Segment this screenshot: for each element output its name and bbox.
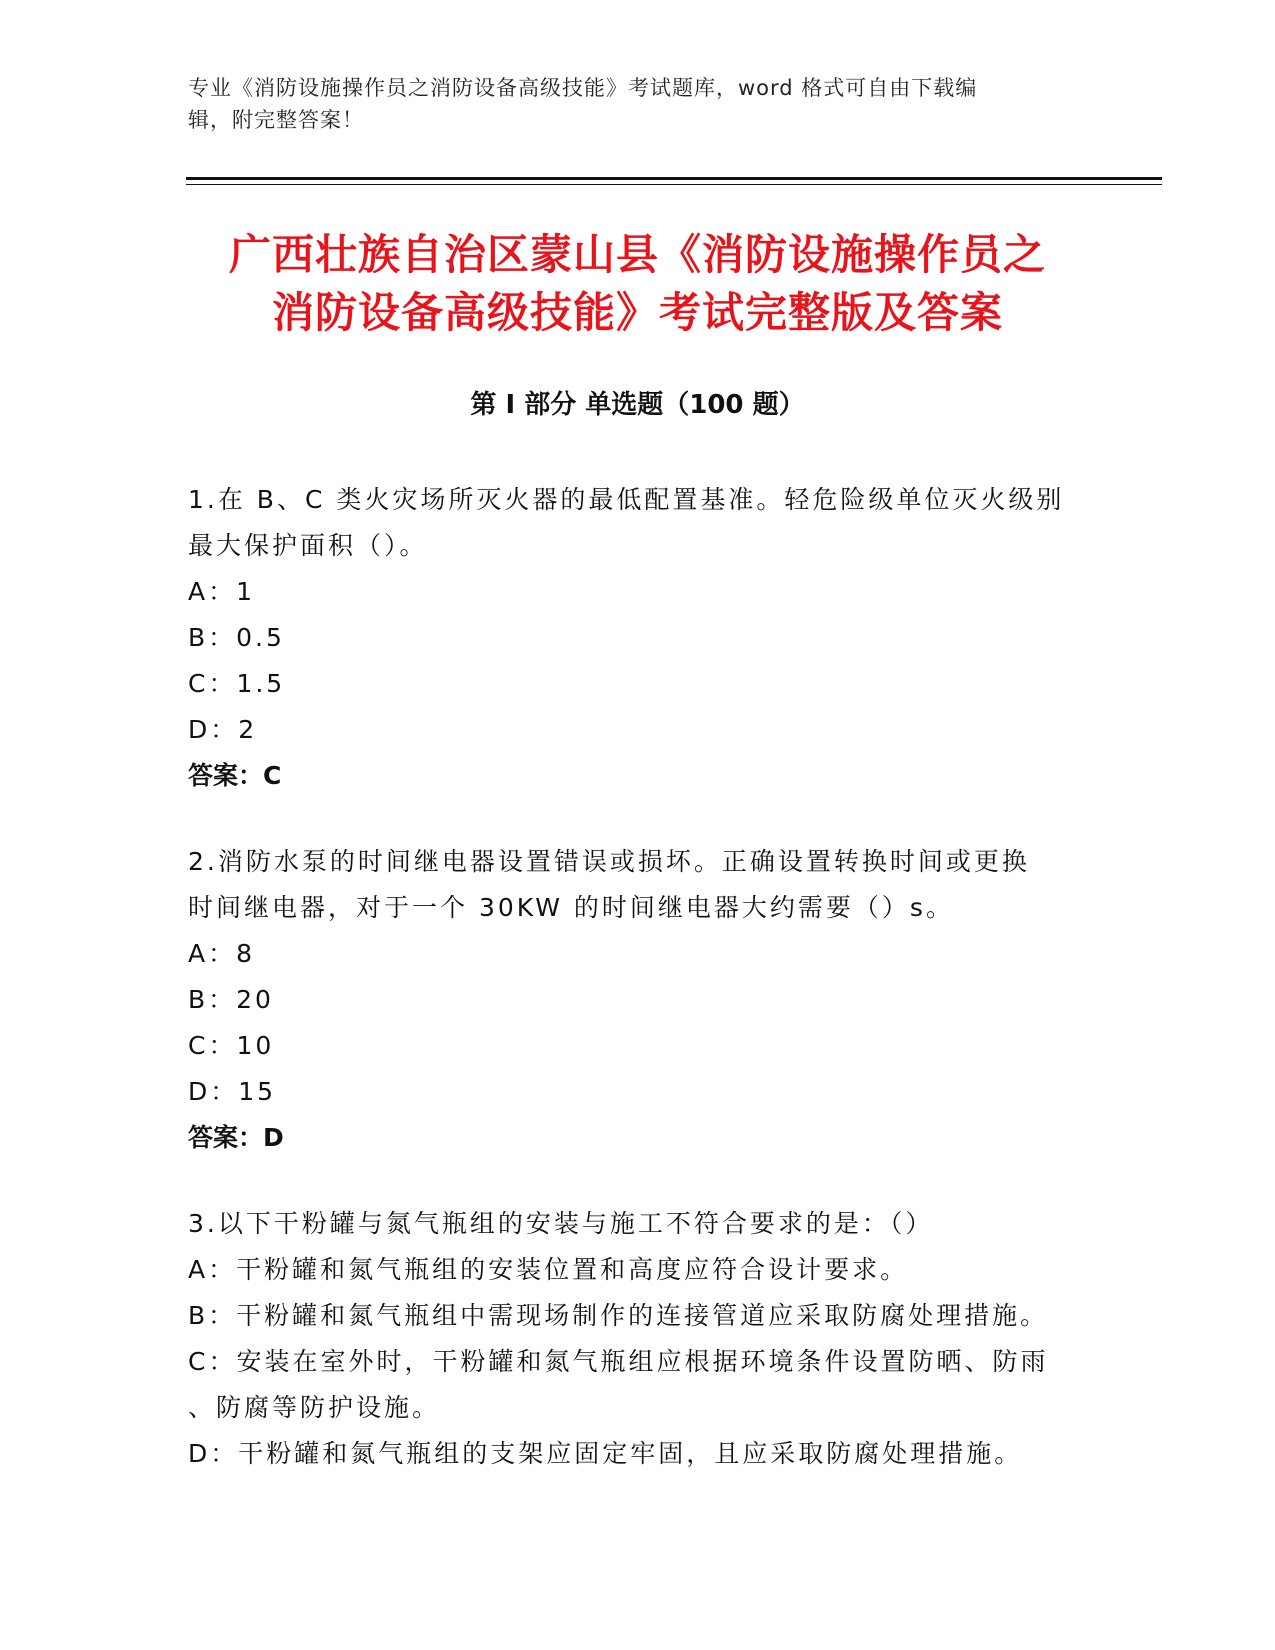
header-divider-thick: [186, 177, 1162, 180]
header-note-line-1: 专业《消防设施操作员之消防设备高级技能》考试题库，word 格式可自由下载编: [188, 76, 978, 100]
option-c: C：安装在室外时，干粉罐和氮气瓶组应根据环境条件设置防晒、防雨: [188, 1347, 1049, 1376]
option-d: D：干粉罐和氮气瓶组的支架应固定牢固，且应采取防腐处理措施。: [188, 1439, 1023, 1468]
question-text: 时间继电器，对于一个 30KW 的时间继电器大约需要（）s。: [188, 893, 954, 922]
option-a: A：1: [188, 577, 256, 606]
document-title-line-2: 消防设备高级技能》考试完整版及答案: [271, 288, 1003, 337]
question-text: 最大保护面积（）。: [188, 531, 428, 560]
answer: 答案：C: [188, 761, 282, 790]
option-d: D：15: [188, 1077, 277, 1106]
question-3: [188, 1201, 1088, 1477]
option-b: B：干粉罐和氮气瓶组中需现场制作的连接管道应采取防腐处理措施。: [188, 1301, 1049, 1330]
answer: 答案：D: [188, 1123, 284, 1152]
option-c: C：1.5: [188, 669, 286, 698]
document-title: [150, 226, 1125, 342]
question-list: [188, 477, 1088, 1517]
document-title-line-1: 广西壮族自治区蒙山县《消防设施操作员之: [228, 230, 1046, 279]
header-divider-thin: [186, 184, 1162, 185]
question-2: [188, 839, 1088, 1161]
section-title: 第 I 部分 单选题（100 题）: [470, 390, 805, 420]
header-note-line-2: 辑，附完整答案！: [188, 108, 364, 132]
option-c-continued: 、防腐等防护设施。: [188, 1393, 441, 1422]
option-c: C：10: [188, 1031, 275, 1060]
option-d: D：2: [188, 715, 258, 744]
option-a: A：干粉罐和氮气瓶组的安装位置和高度应符合设计要求。: [188, 1255, 909, 1284]
option-a: A：8: [188, 939, 256, 968]
question-text: 1.在 B、C 类火灾场所灭火器的最低配置基准。轻危险级单位灭火级别: [188, 485, 1065, 514]
question-1: [188, 477, 1088, 799]
option-b: B：0.5: [188, 623, 285, 652]
question-text: 2.消防水泵的时间继电器设置错误或损坏。正确设置转换时间或更换: [188, 847, 1030, 876]
question-text: 3.以下干粉罐与氮气瓶组的安装与施工不符合要求的是：（）: [188, 1209, 934, 1238]
option-b: B：20: [188, 985, 274, 1014]
header-note: [188, 72, 1088, 136]
